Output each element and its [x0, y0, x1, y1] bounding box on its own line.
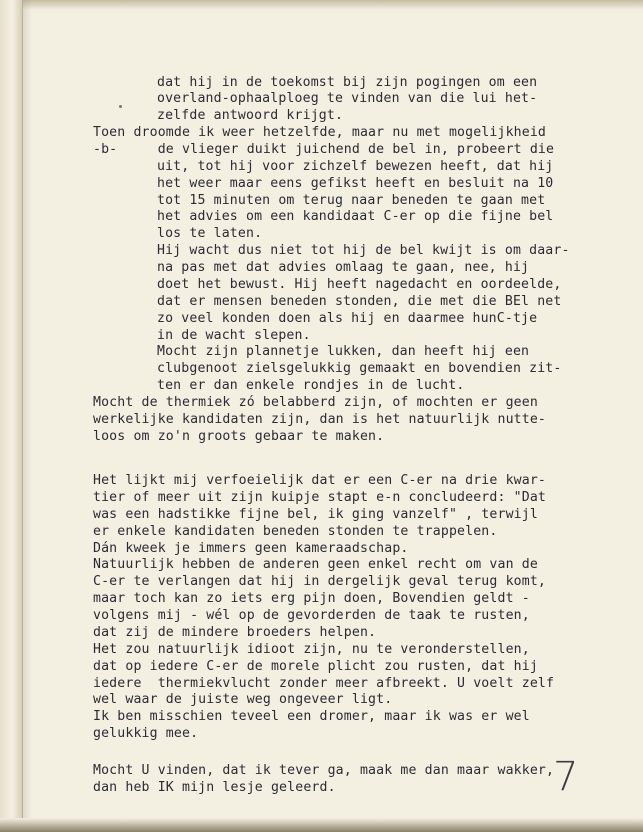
text-line: het weer maar eens gefikst heeft en besluit na 10 — [157, 176, 554, 191]
text-line: Ik ben misschien teveel een dromer, maar ik was er wel — [93, 709, 530, 724]
text-line: Mocht zijn plannetje lukken, dan heeft hij een — [157, 344, 530, 359]
text-line: doet het bewust. Hij heeft nagedacht en oordeelde, — [157, 277, 562, 292]
text-line: tier of meer uit zijn kuipje stapt e-n concludeerd: "Dat — [93, 490, 547, 505]
text-line: zelfde antwoord krijgt. — [157, 108, 344, 123]
text-line: werkelijke kandidaten zijn, dan is het natuurlijk nutte- — [93, 412, 547, 427]
text-line: wel waar de juiste weg ongeveer ligt. — [93, 692, 393, 707]
text-line: dan heb IK mijn lesje geleerd. — [93, 780, 336, 795]
text-line: clubgenoot zielsgelukkig gemaakt en bovendien zit- — [157, 361, 562, 376]
text-line: dat hij in de toekomst bij zijn pogingen om een — [157, 75, 538, 90]
text-line: Mocht de thermiek zó belabberd zijn, of mochten er geen — [93, 395, 538, 410]
text-line: uit, tot hij voor zichzelf bewezen heeft, dat hij — [157, 159, 554, 174]
text-line: Natuurlijk hebben de anderen geen enkel recht om van de — [93, 557, 538, 572]
text-line: Dán kweek je immers geen kameraadschap. — [93, 541, 409, 556]
text-line: in de wacht slepen. — [157, 328, 311, 343]
text-line: volgens mij - wél op de gevorderden de taak te rusten, — [93, 608, 530, 623]
page-number: 7 — [553, 754, 579, 800]
text-line: dat zij de mindere broeders helpen. — [93, 625, 377, 640]
text-line: Hij wacht dus niet tot hij de bel kwijt is om daar- — [157, 243, 570, 258]
text-line: los te laten. — [157, 226, 263, 241]
text-line: zo veel konden doen als hij en daarmee hunC-tje — [157, 311, 538, 326]
text-line: tot 15 minuten om terug naar beneden te gaan met — [157, 193, 546, 208]
text-line: ten er dan enkele rondjes in de lucht. — [157, 378, 465, 393]
text-line: Het zou natuurlijk idioot zijn, nu te veronderstellen, — [93, 642, 530, 657]
text-line: overland-ophaalploeg te vinden van die lui het- — [157, 91, 538, 106]
text-line: Mocht U vinden, dat ik tever ga, maak me dan maar wakker, — [93, 763, 555, 778]
text-line: Het lijkt mij verfoeielijk dat er een C-er na drie kwar- — [93, 473, 547, 488]
text-line: na pas met dat advies omlaag te gaan, nee, hij — [157, 260, 530, 275]
text-line: Toen droomde ik weer hetzelfde, maar nu met mogelijkheid — [93, 125, 547, 140]
text-line: was een hadstikke fijne bel, ik ging vanzelf" , terwijl — [93, 507, 538, 522]
text-line: gelukkig mee. — [93, 726, 199, 741]
text-line: het advies om een kandidaat C-er op die fijne bel — [157, 209, 554, 224]
text-line: loos om zo'n groots gebaar te maken. — [93, 429, 385, 444]
text-line: C-er te verlangen dat hij in dergelijk geval terug komt, — [93, 574, 547, 589]
text-line: er enkele kandidaten beneden stonden te trappelen. — [93, 524, 498, 539]
text-line: dat er mensen beneden stonden, die met die BEl net — [157, 294, 562, 309]
text-line: -b- de vlieger duikt juichend de bel in, probeert die — [93, 142, 555, 157]
text-line: dat op iedere C-er de morele plicht zou rusten, dat hij — [93, 659, 538, 674]
text-line: maar toch kan zo iets erg pijn doen, Bovendien geldt - — [93, 591, 530, 606]
page-bottom-edge — [0, 818, 643, 832]
text-line: iedere thermiekvlucht zonder meer afbreekt. U voelt zelf — [93, 676, 555, 691]
